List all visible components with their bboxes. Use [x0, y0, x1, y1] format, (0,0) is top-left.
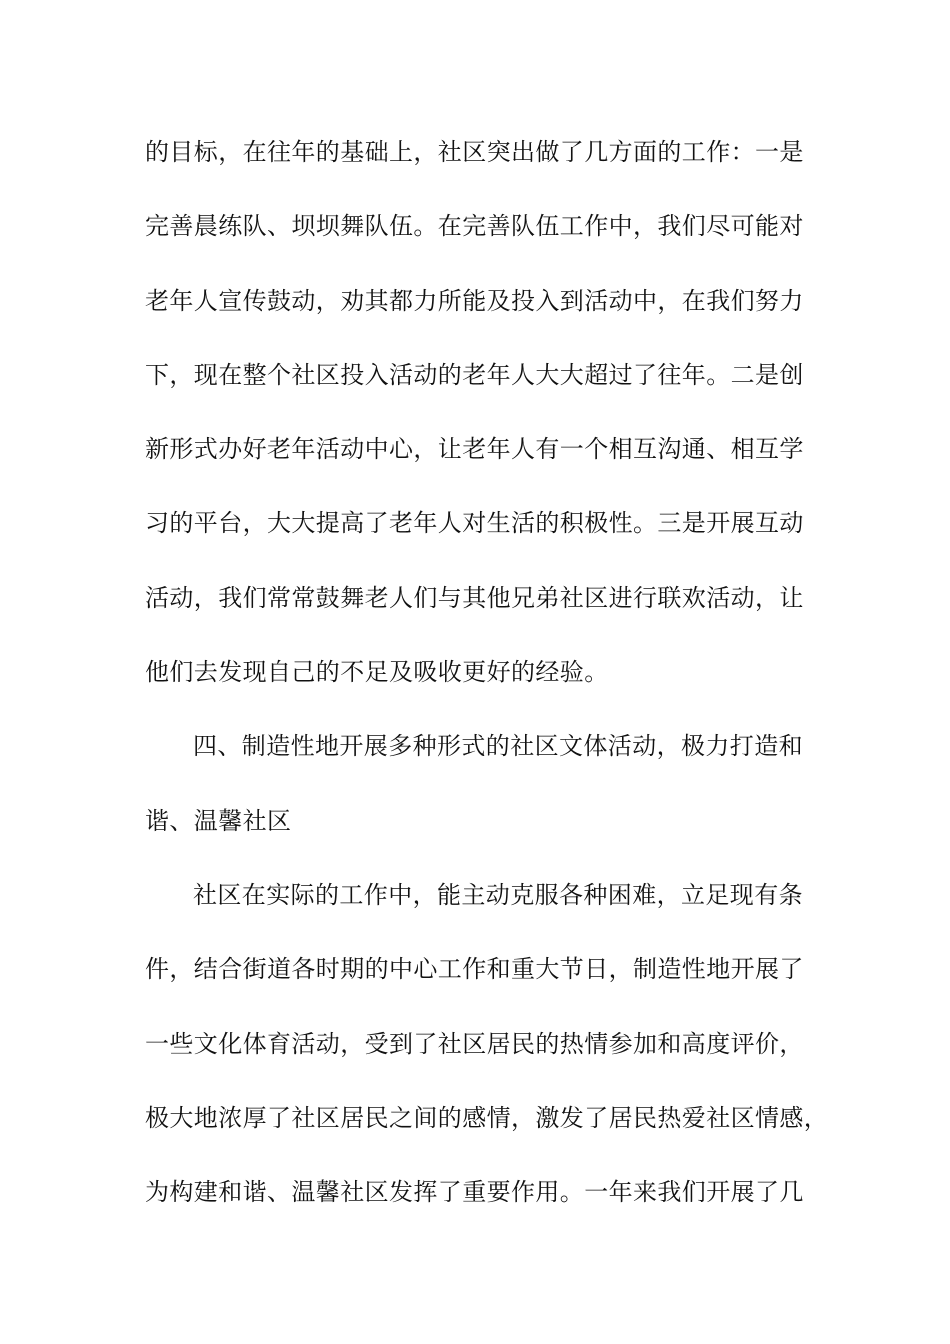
- text-line: 的目标，在往年的基础上，社区突出做了几方面的工作：一是: [145, 138, 804, 166]
- text-line: 新形式办好老年活动中心，让老年人有一个相互沟通、相互学: [145, 435, 804, 464]
- text-line: 他们去发现自己的不足及吸收更好的经验。: [145, 658, 609, 687]
- text-line: 社区在实际的工作中，能主动克服各种困难，立足现有条: [193, 880, 803, 909]
- text-line: 极大地浓厚了社区居民之间的感情，激发了居民热爱社区情感，: [145, 1103, 829, 1132]
- text-line: 完善晨练队、坝坝舞队伍。在完善队伍工作中，我们尽可能对: [145, 212, 804, 241]
- text-line: 为构建和谐、温馨社区发挥了重要作用。一年来我们开展了几: [145, 1178, 804, 1207]
- section-heading-line: 谐、温馨社区: [145, 806, 292, 835]
- text-line: 一些文化体育活动，受到了社区居民的热情参加和高度评价，: [145, 1029, 804, 1058]
- section-heading-line: 四、制造性地开展多种形式的社区文体活动，极力打造和: [193, 732, 803, 761]
- text-line: 件，结合街道各时期的中心工作和重大节日，制造性地开展了: [145, 955, 804, 984]
- text-line: 下，现在整个社区投入活动的老年人大大超过了往年。二是创: [145, 360, 804, 389]
- text-line: 老年人宣传鼓动，劝其都力所能及投入到活动中，在我们努力: [145, 286, 804, 315]
- body-text: [145, 128, 829, 1242]
- text-line: 活动，我们常常鼓舞老人们与其他兄弟社区进行联欢活动，让: [145, 583, 804, 612]
- text-line: 习的平台，大大提高了老年人对生活的积极性。三是开展互动: [145, 509, 804, 538]
